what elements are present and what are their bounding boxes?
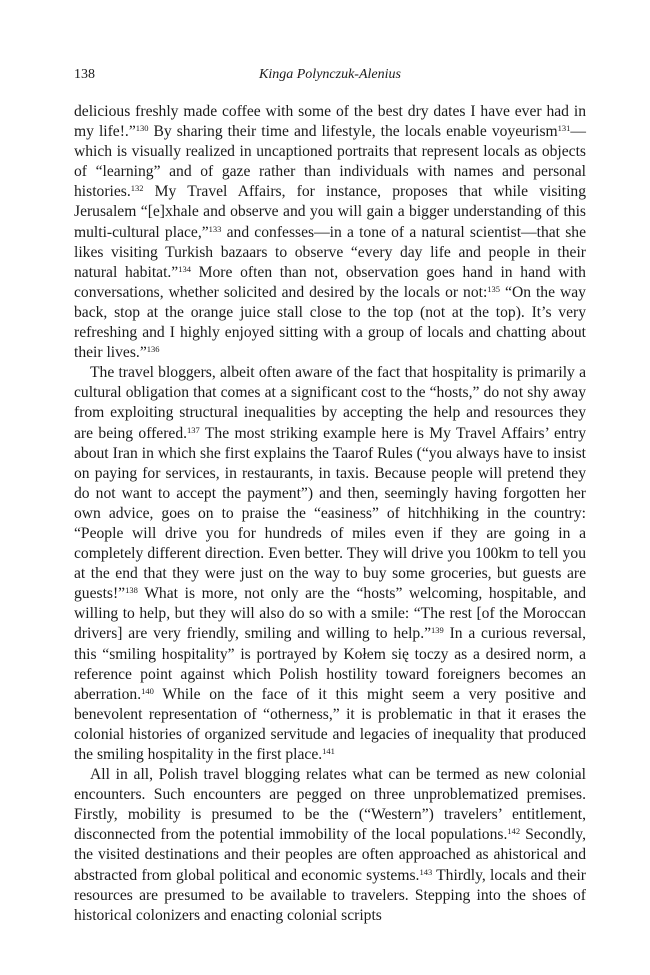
footnote-marker: 134 [178,263,191,274]
running-head-author: Kinga Polynczuk-Alenius [259,67,401,82]
paragraph-text: and confesses—in a tone of a natural scientist—that she likes visiting Turkish bazaars to observe “every day life and people in their natural habitat.” [74,223,586,281]
paragraph-text: My Travel Affairs, for instance, proposes that while visiting Jerusalem “[e]xhale and observe and you will gain a bigger understanding of this multi-cultural place,” [74,183,586,241]
book-page [74,64,586,926]
paragraph-text: By sharing their time and lifestyle, the locals enable voyeurism [148,123,558,141]
footnote-marker: 141 [322,746,335,756]
footnote-marker: 142 [507,826,521,837]
paragraph-text: —which is visually realized in uncaptioned portraits that represent locals as objects of “learning” and of gaze rather than individuals with names and personal histories. [74,123,587,201]
footnote-marker: 132 [130,183,144,194]
paragraph-text: Thirdly, locals and their resources are presumed to be available to travelers. Stepping into the shoes of historical colonizers and enacting colonial scripts [74,866,587,924]
paragraph-text: The most striking example here is My Travel Affairs’ entry about Iran in which she first explains the Taarof Rules (“you always have to insist on paying for services, in restaurants, in taxis. Because people will pretend they do not want to accept the payment”) and then, seemingly having forgotten her own advice, goes on to praise the “easiness” of hitchhiking in the country: “People will drive you for hundreds of miles even if they are going in a completely different direction. Even better. They will drive you 100km to tell you at the end that they were just on the way to buy some groceries, but guests are guests!” [74,424,587,603]
paragraph-text: All in all, Polish travel blogging relates what can be termed as new colonial encounters. Such encounters are pegged on three unproblematized premises. Firstly, mobility is presumed to be the (“Western”) travelers’ entitlement, disconnected from the potential immobility of the local populations. [74,766,586,844]
footnote-marker: 137 [187,424,200,435]
footnote-marker: 131 [557,123,571,134]
footnote-marker: 138 [125,585,138,596]
paragraph [74,363,586,765]
page-number: 138 [74,67,95,82]
paragraph-text: Secondly, the visited destinations and their peoples are often approached as ahistorical and abstracted from global political and economic systems. [74,826,586,884]
footnote-marker: 135 [487,283,501,294]
footnote-marker: 140 [141,685,154,696]
footnote-marker: 136 [146,344,160,355]
paragraph-text: What is more, not only are the “hosts” welcoming, hospitable, and willing to help, but they will also do so with a smile: “The rest [of the Moroccan drivers] are very friendly, smiling and willing to help.” [74,585,586,643]
paragraph-text: More often than not, observation goes hand in hand with conversations, whether solicited and desired by the locals or not: [74,263,586,301]
footnote-marker: 139 [431,625,444,636]
running-head [74,64,586,86]
footnote-marker: 143 [419,866,433,877]
paragraph-text: The travel bloggers, albeit often aware of the fact that hospitality is primarily a cultural obligation that comes at a significant cost to the “hosts,” do not shy away from exploiting structural inequalities by accepting the help and resources they are being offered. [74,364,586,442]
paragraph [74,102,586,363]
paragraph-text: delicious freshly made coffee with some of the best dry dates I have ever had in my life!.” [74,103,586,141]
footnote-marker: 130 [135,123,149,134]
paragraph [74,765,586,926]
paragraph-text: In a curious reversal, this “smiling hospitality” is portrayed by Kołem się toczy as a desired norm, a reference point against which Polish hostility toward foreigners becomes an aberration. [74,625,586,703]
body-text [74,102,586,926]
paragraph-text: “On the way back, stop at the orange juice stall close to the top (not at the top). It’s very refreshing and I highly enjoyed sitting with a group of locals and chatting about their lives.” [74,283,586,362]
paragraph-text: While on the face of it this might seem a very positive and benevolent representation of “otherness,” it is problematic in that it erases the colonial histories of organized servitude and legacies of inequality that produced the smiling hospitality in the first place. [74,685,586,763]
footnote-marker: 133 [208,223,222,234]
